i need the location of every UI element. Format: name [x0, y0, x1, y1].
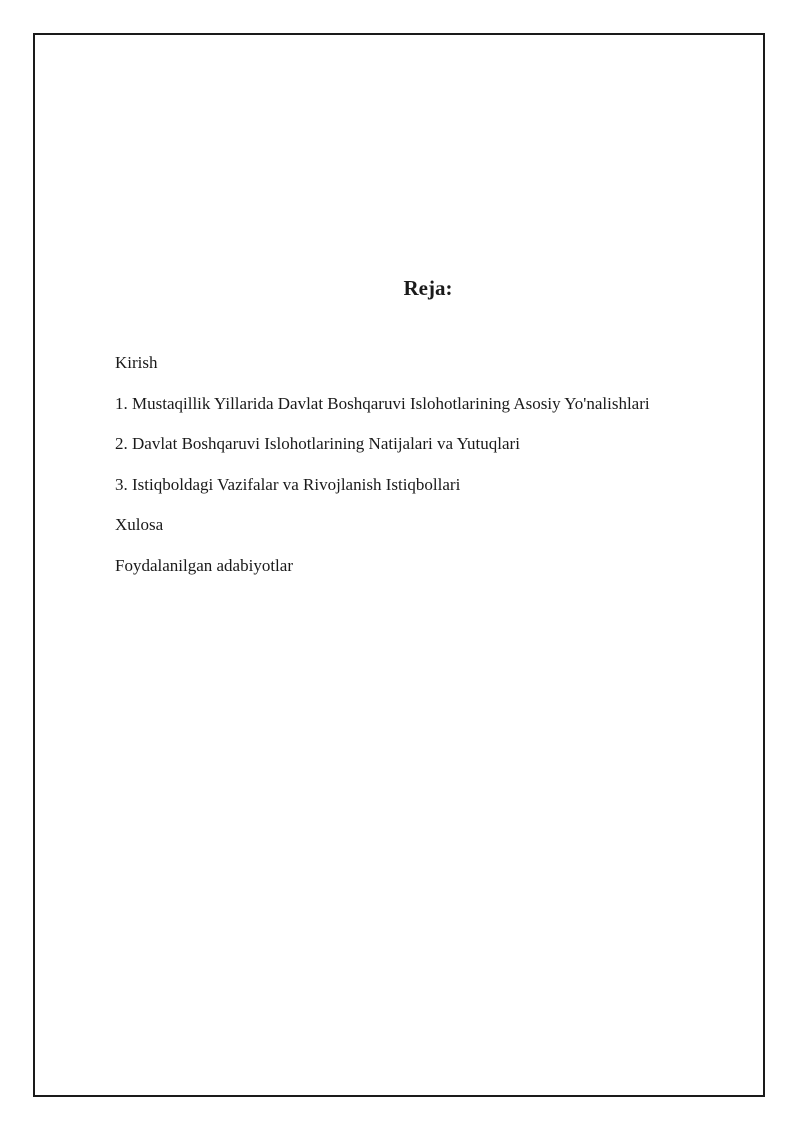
page-title: Reja: — [403, 276, 453, 300]
toc-item-section-2: 2. Davlat Boshqaruvi Islohotlarining Natijalari va Yutuqlari — [115, 434, 520, 453]
toc-item-conclusion: Xulosa — [115, 515, 164, 534]
table-of-contents — [115, 350, 650, 593]
toc-item-section-1: 1. Mustaqillik Yillarida Davlat Boshqaruvi Islohotlarining Asosiy Yo'nalishlari — [115, 393, 650, 413]
toc-item-introduction: Kirish — [115, 353, 158, 372]
toc-item-section-3: 3. Istiqboldagi Vazifalar va Rivojlanish Istiqbollari — [115, 474, 461, 494]
toc-item-references: Foydalanilgan adabiyotlar — [115, 555, 293, 575]
